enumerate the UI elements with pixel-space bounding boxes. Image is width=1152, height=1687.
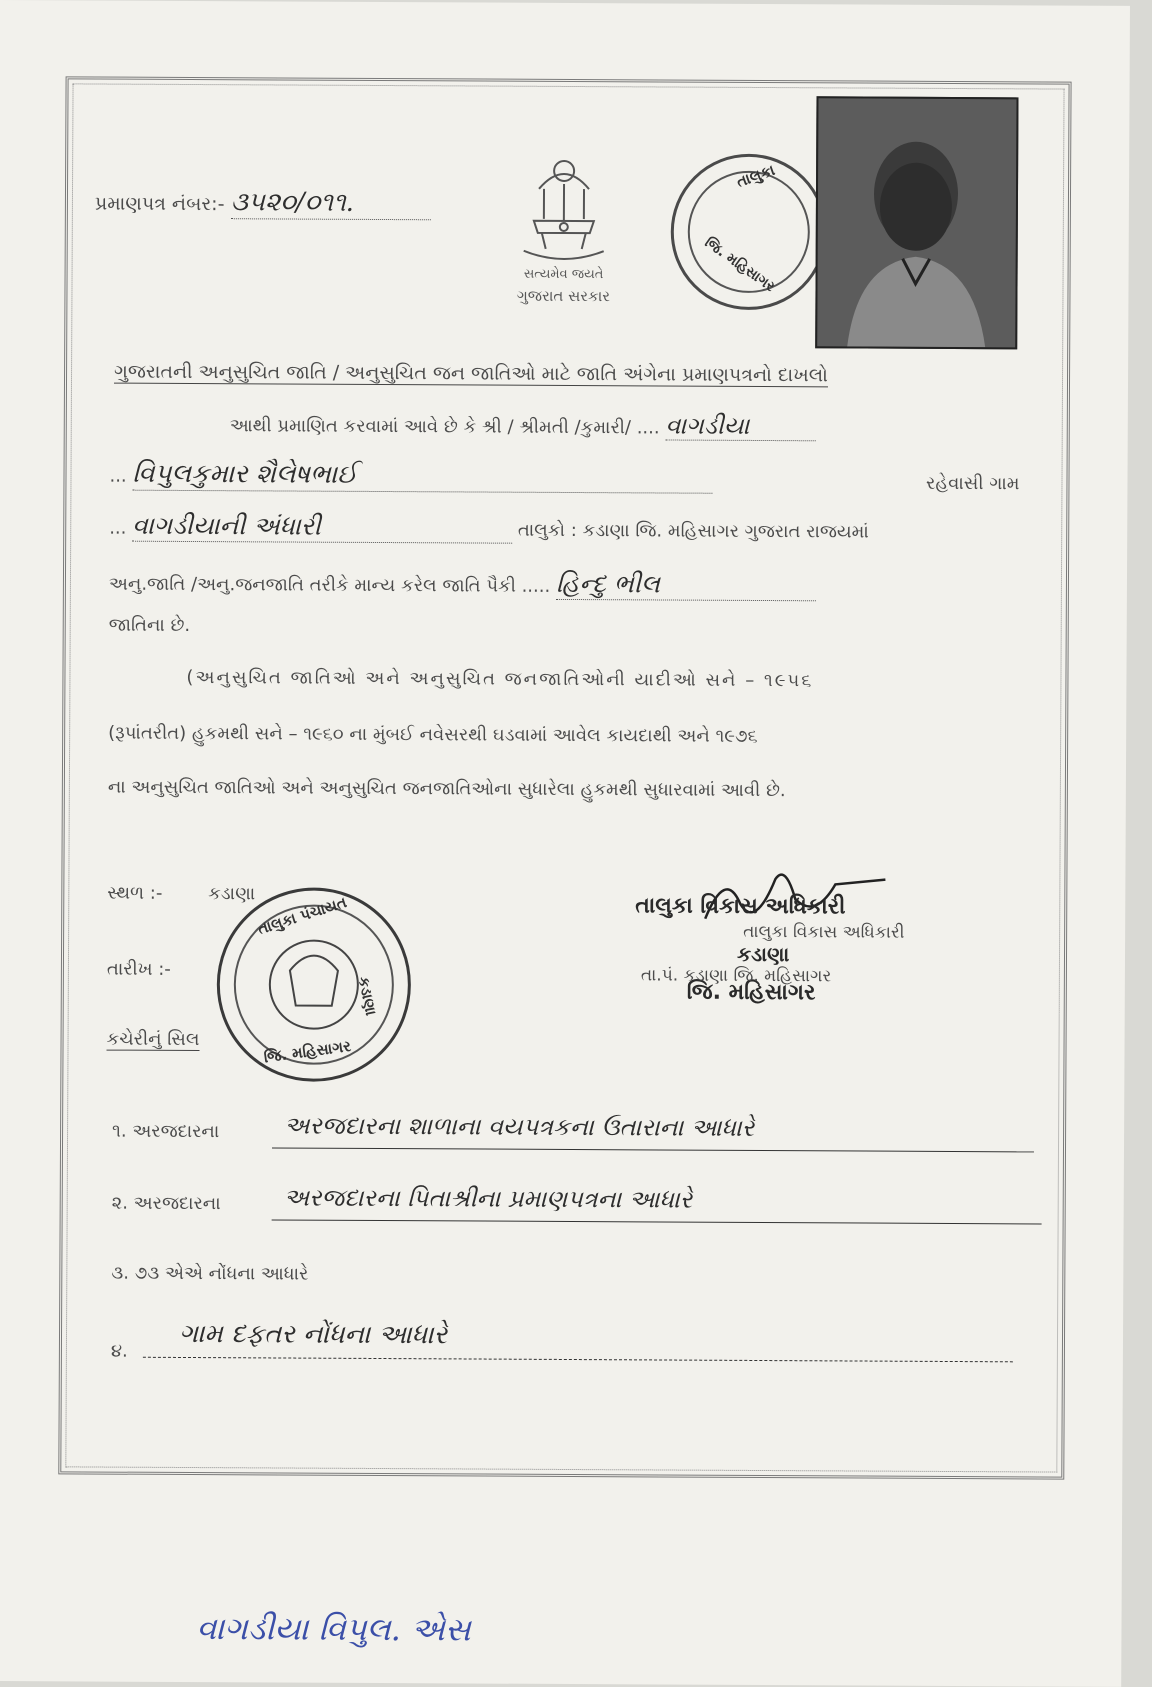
applicant-photo	[815, 96, 1018, 349]
certificate-number-value: ૩૫૨૦/૦૧૧.	[230, 187, 430, 220]
seal-text-right: કડાણા	[354, 974, 381, 1017]
officer-place: તા.પં. કડાણા જિ. મહિસાગર	[640, 965, 832, 987]
officer-title: તાલુકા વિકાસ અધિકારી	[743, 921, 905, 943]
ground-1-label: ૧. અરજદારના	[112, 1120, 220, 1143]
caste-field: હિન્દુ ભીલ	[556, 569, 816, 601]
certificate-number-label: પ્રમાણપત્ર નંબર:-	[94, 192, 225, 216]
sign-stamp-line3: જિ. મહિસાગર	[686, 979, 816, 1006]
place-value: કડાણા	[208, 883, 256, 905]
body-line-4-prefix: અનુ.જાતિ /અનુ.જનજાતિ તરીકે માન્ય કરેલ જાતિ પૈકી .....	[108, 573, 551, 597]
body-line-2: ... વિપુલકુમાર શૈલેષભાઈ રહેવાસી ગામ	[109, 458, 1020, 495]
ground-2-label: ૨. અરજદારના	[111, 1192, 221, 1215]
ground-4-value: ગામ દફતર નોંધના આધારે	[178, 1318, 448, 1351]
date-label: તારીખ :-	[106, 958, 171, 980]
ashoka-emblem-icon	[504, 149, 625, 270]
name-field: વિપુલકુમાર શૈલેષભાઈ	[132, 459, 712, 494]
emblem-govt: ગુજરાત સરકાર	[516, 286, 611, 306]
sign-stamp-line2: કડાણા	[736, 941, 790, 967]
office-seal-label: કચેરીનું સિલ	[106, 1028, 200, 1051]
ground-1-value: અરજદારના શાળાના વયપત્રકના ઉતારાના આધારે	[284, 1111, 755, 1142]
residence-label: રહેવાસી ગામ	[925, 472, 1020, 495]
body-line-5: જાતિના છે.	[108, 614, 191, 637]
seal-text-bottom: જિ. મહિસાગર	[262, 1036, 352, 1067]
paragraph-line-1: (અનુસુચિત જાતિઓ અને અનુસુચિત જનજાતિઓની યાદીઓ સને – ૧૯૫૬	[186, 666, 814, 692]
sign-stamp-line1: તાલુકા વિકાસ અધિકારી	[635, 893, 846, 920]
ground-3-label: ૩. ૭૩ એએ નોંધના આધારે	[111, 1262, 309, 1285]
ground-4-label: ૪.	[110, 1340, 128, 1362]
certificate-title: ગુજરાતની અનુસુચિત જાતિ / અનુસુચિત જન જાતિઓ માટે જાતિ અંગેના પ્રમાણપત્રનો દાખલો	[113, 360, 828, 387]
handwritten-name-note: વાગડીયા વિપુલ. એસ	[196, 1609, 471, 1649]
body-line-1-prefix: આથી પ્રમાણિત કરવામાં આવે છે કે શ્રી / શ્રીમતી /કુમારી/ ....	[229, 415, 660, 439]
emblem	[503, 149, 624, 306]
surname-field: વાગડીયા	[665, 411, 815, 441]
ground-2-value: અરજદારના પિતાશ્રીના પ્રમાણપત્રના આધારે	[283, 1183, 693, 1214]
person-photo-icon	[817, 98, 1016, 347]
emblem-motto: સત્યમેવ જયતે	[523, 266, 604, 283]
taluka-stamp-bottom: જિ. મહિસાગર	[701, 234, 778, 296]
body-line-3: ... વાગડીયાની અંધારી તાલુકો : કડાણા જિ. મહિસાગર ગુજરાત રાજયમાં	[109, 510, 869, 543]
taluka-text: તાલુકો : કડાણા જિ. મહિસાગર ગુજરાત રાજયમાં	[517, 519, 869, 543]
seal-text-top: તાલુકા પંચાયત	[255, 893, 349, 939]
paragraph-line-2: (રૂપાંતરીત) હુકમથી સને – ૧૯૬૦ ના મુંબઈ નવેસરથી ઘડવામાં આવેલ કાયદાથી અને ૧૯૭૬	[108, 722, 758, 747]
taluka-stamp	[670, 154, 827, 311]
panchayat-seal	[216, 887, 411, 1082]
certificate-number	[95, 187, 431, 221]
village-field: વાગડીયાની અંધારી	[132, 511, 512, 544]
body-line-1	[230, 409, 816, 441]
taluka-stamp-top: તાલુકા	[734, 160, 778, 192]
body-line-4	[109, 567, 816, 602]
place-label: સ્થળ :-	[107, 882, 163, 904]
paragraph-line-3: ના અનુસુચિત જાતિઓ અને અનુસુચિત જનજાતિઓના સુધારેલા હુકમથી સુધારવામાં આવી છે.	[107, 776, 786, 802]
